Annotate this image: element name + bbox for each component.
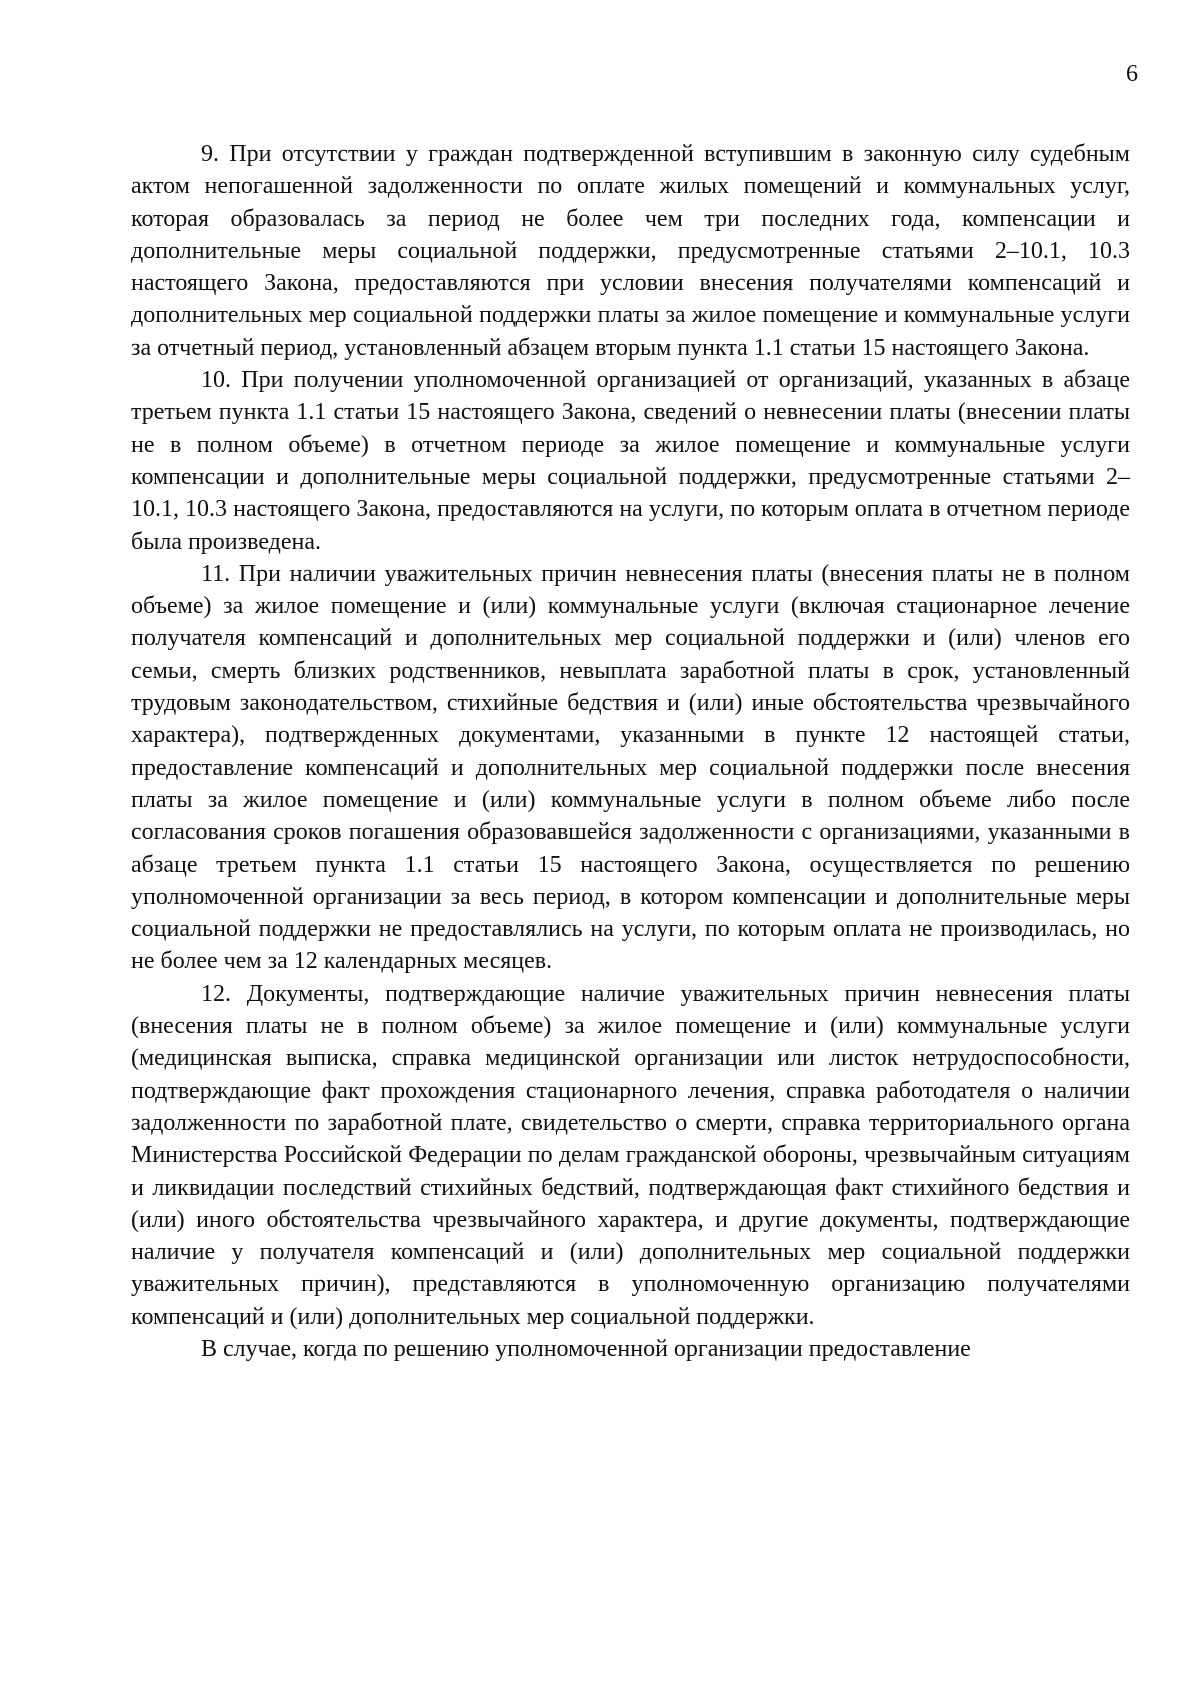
paragraph-12: 12. Документы, подтверждающие наличие уважительных причин невнесения платы (внесения платы не в полном объеме) за жилое помещение и (или) коммунальные услуги (медицинская выписка, справка медицинской организации или листок нетрудоспособности, подтверждающие факт прохождения стационарного лечения, справка работодателя о наличии задолженности по заработной плате, свидетельство о смерти, справка территориального органа Министерства Российской Федерации по делам гражданской обороны, чрезвычайным ситуациям и ликвидации последствий стихийных бедствий, подтверждающая факт стихийного бедствия и (или) иного обстоятельства чрезвычайного характера, и другие документы, подтверждающие наличие у получателя компенсаций и (или) дополнительных мер социальной поддержки уважительных причин), представляются в уполномоченную организацию получателями компенсаций и (или) дополнительных мер социальной поддержки. [131,980,1130,1330]
paragraph-11: 11. При наличии уважительных причин невнесения платы (внесения платы не в полном объеме) за жилое помещение и (или) коммунальные услуги (включая стационарное лечение получателя компенсаций и дополнительных мер социальной поддержки и (или) членов его семьи, смерть близких родственников, невыплата заработной платы в срок, установленный трудовым законодательством, стихийные бедствия и (или) иные обстоятельства чрезвычайного характера), подтвержденных документами, указанными в пункте 12 настоящей статьи, предоставление компенсаций и дополнительных мер социальной поддержки после внесения платы за жилое помещение и (или) коммунальные услуги в полном объеме либо после согласования сроков погашения образовавшейся задолженности с организациями, указанными в абзаце третьем пункта 1.1 статьи 15 настоящего Закона, осуществляется по решению уполномоченной организации за весь период, в котором компенсации и дополнительные меры социальной поддержки не предоставлялись на услуги, по которым оплата не производилась, но не более чем за 12 календарных месяцев. [131,560,1130,975]
paragraph-9: 9. При отсутствии у граждан подтвержденной вступившим в законную силу судебным актом непогашенной задолженности по оплате жилых помещений и коммунальных услуг, которая образовалась за период не более чем три последних года, компенсации и дополнительные меры социальной поддержки, предусмотренные статьями 2–10.1, 10.3 настоящего Закона, предоставляются при условии внесения получателями компенсаций и дополнительных мер социальной поддержки платы за жилое помещение и коммунальные услуги за отчетный период, установленный абзацем вторым пункта 1.1 статьи 15 настоящего Закона. [131,141,1130,361]
paragraph-continuation: В случае, когда по решению уполномоченной организации предоставление [201,1335,971,1362]
document-body [131,138,1130,1365]
paragraph-10: 10. При получении уполномоченной организацией от организаций, указанных в абзаце третьем пункта 1.1 статьи 15 настоящего Закона, сведений о невнесении платы (внесении платы не в полном объеме) в отчетном периоде за жилое помещение и коммунальные услуги компенсации и дополнительные меры социальной поддержки, предусмотренные статьями 2–10.1, 10.3 настоящего Закона, предоставляются на услуги, по которым оплата в отчетном периоде была произведена. [131,367,1130,555]
page-number: 6 [1126,61,1138,87]
